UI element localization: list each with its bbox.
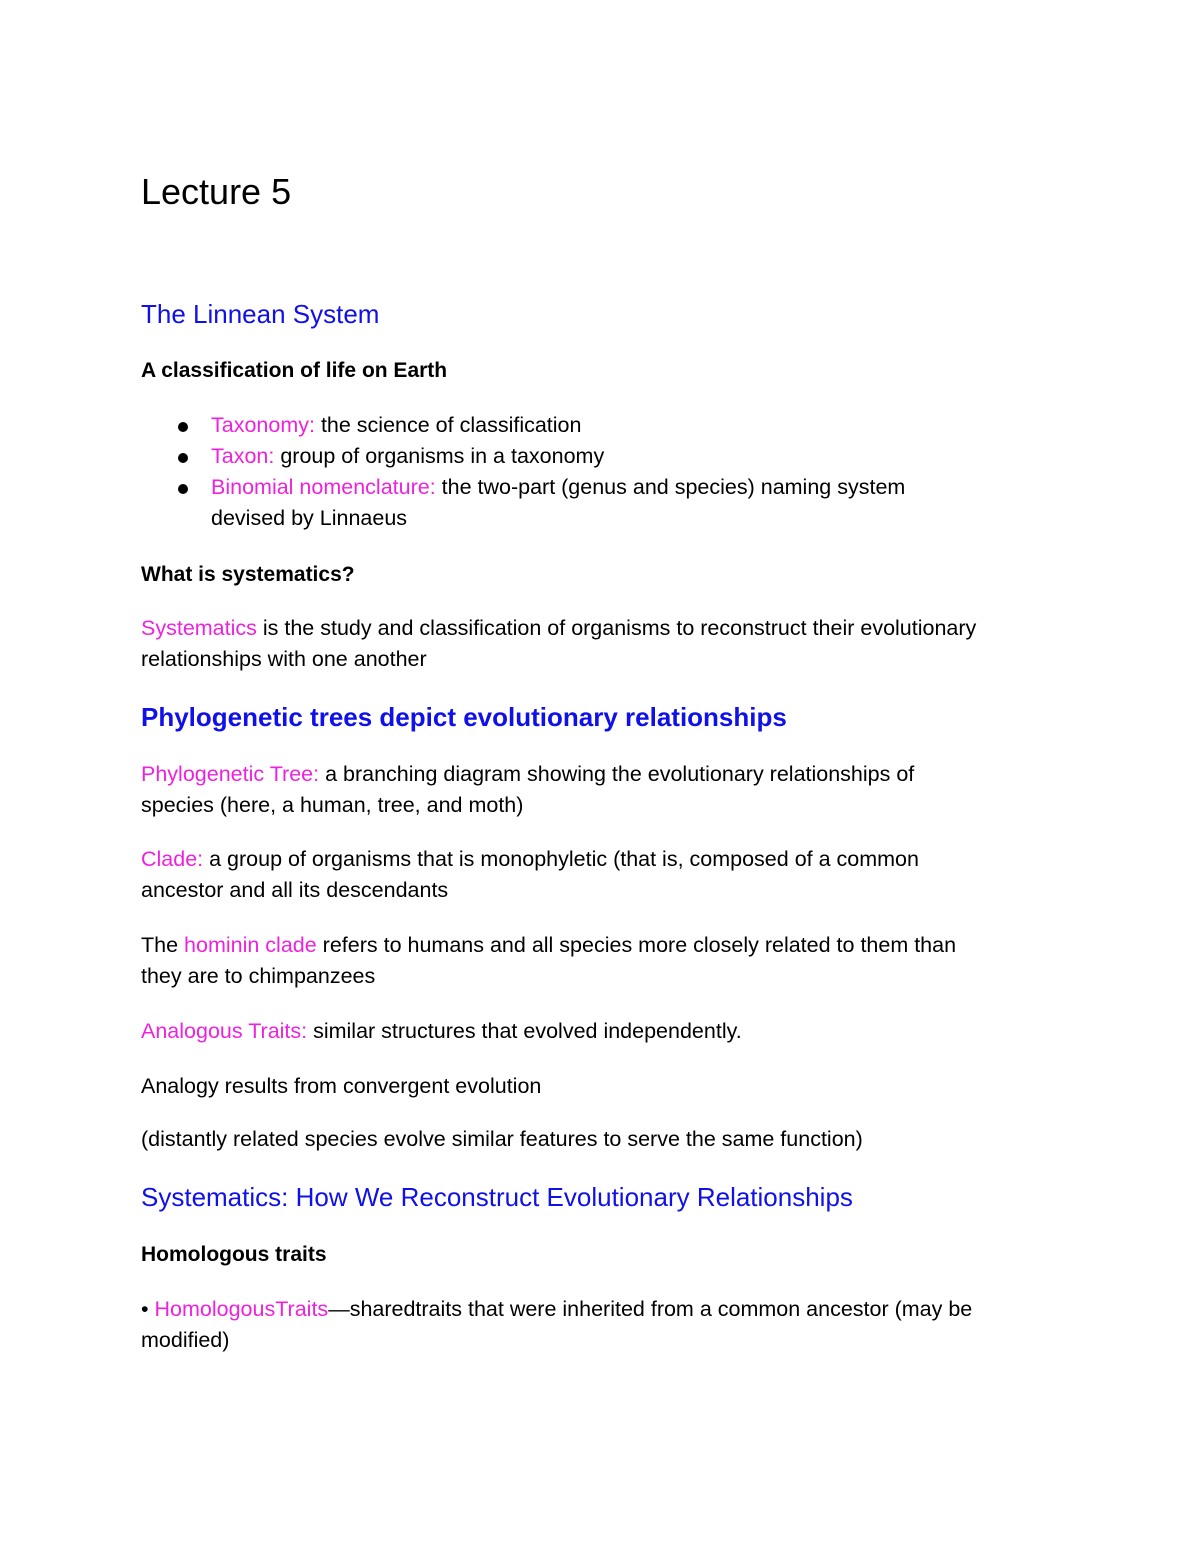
- definition-text: refers to humans and all species more closely related to them than: [316, 933, 957, 957]
- paragraph-convergent: (distantly related species evolve similar features to serve the same function): [141, 1127, 863, 1151]
- section-heading-systematics: Systematics: How We Reconstruct Evolutionary Relationships: [141, 1182, 853, 1212]
- term-analogous-traits: Analogous Traits:: [141, 1019, 308, 1043]
- paragraph-clade: [141, 845, 919, 873]
- section-heading-linnean: The Linnean System: [141, 299, 380, 329]
- section-heading-phylogenetic: Phylogenetic trees depict evolutionary relationships: [141, 702, 787, 732]
- definition-text: the two-part (genus and species) naming system: [435, 475, 906, 499]
- paragraph-homologous-continued: modified): [141, 1328, 230, 1352]
- list-item-binomial: [211, 473, 905, 501]
- paragraph-phylogenetic-tree: [141, 760, 914, 788]
- paragraph-homologous: [141, 1295, 972, 1323]
- paragraph-prefix: The: [141, 933, 185, 957]
- subheading-homologous: Homologous traits: [141, 1243, 327, 1266]
- definition-text: similar structures that evolved independently.: [307, 1019, 742, 1043]
- bullet-dot: [178, 484, 188, 494]
- term-taxonomy: Taxonomy:: [211, 413, 315, 437]
- bullet-dot: [178, 422, 188, 432]
- paragraph-systematics: [141, 614, 976, 642]
- list-item-taxonomy: [211, 411, 581, 439]
- definition-text: a branching diagram showing the evolutionary relationships of: [319, 762, 915, 786]
- definition-text: the science of classification: [314, 413, 582, 437]
- term-clade: Clade:: [141, 847, 204, 871]
- term-systematics: Systematics: [141, 616, 257, 640]
- term-hominin-clade: hominin clade: [184, 933, 317, 957]
- paragraph-hominin: [141, 931, 956, 959]
- definition-text: —sharedtraits that were inherited from a common ancestor (may be: [328, 1297, 973, 1321]
- definition-text: is the study and classification of organisms to reconstruct their evolutionary: [256, 616, 977, 640]
- paragraph-systematics-continued: relationships with one another: [141, 647, 427, 671]
- question-systematics: What is systematics?: [141, 563, 355, 586]
- paragraph-analogy: Analogy results from convergent evolution: [141, 1074, 542, 1098]
- paragraph-analogous-traits: [141, 1017, 742, 1045]
- term-taxon: Taxon:: [211, 444, 275, 468]
- definition-text: a group of organisms that is monophyletic (that is, composed of a common: [203, 847, 919, 871]
- term-homologous-traits: HomologousTraits: [154, 1297, 329, 1321]
- term-binomial-nomenclature: Binomial nomenclature:: [211, 475, 436, 499]
- bullet-dot: [178, 453, 188, 463]
- page-title: Lecture 5: [141, 171, 292, 212]
- list-item-binomial-continued: devised by Linnaeus: [211, 506, 408, 530]
- subheading-classification: A classification of life on Earth: [141, 359, 448, 382]
- paragraph-hominin-continued: they are to chimpanzees: [141, 964, 376, 988]
- bullet-prefix: •: [141, 1297, 155, 1321]
- term-phylogenetic-tree: Phylogenetic Tree:: [141, 762, 320, 786]
- paragraph-clade-continued: ancestor and all its descendants: [141, 878, 449, 902]
- paragraph-phylogenetic-tree-continued: species (here, a human, tree, and moth): [141, 793, 524, 817]
- list-item-taxon: [211, 442, 604, 470]
- definition-text: group of organisms in a taxonomy: [274, 444, 605, 468]
